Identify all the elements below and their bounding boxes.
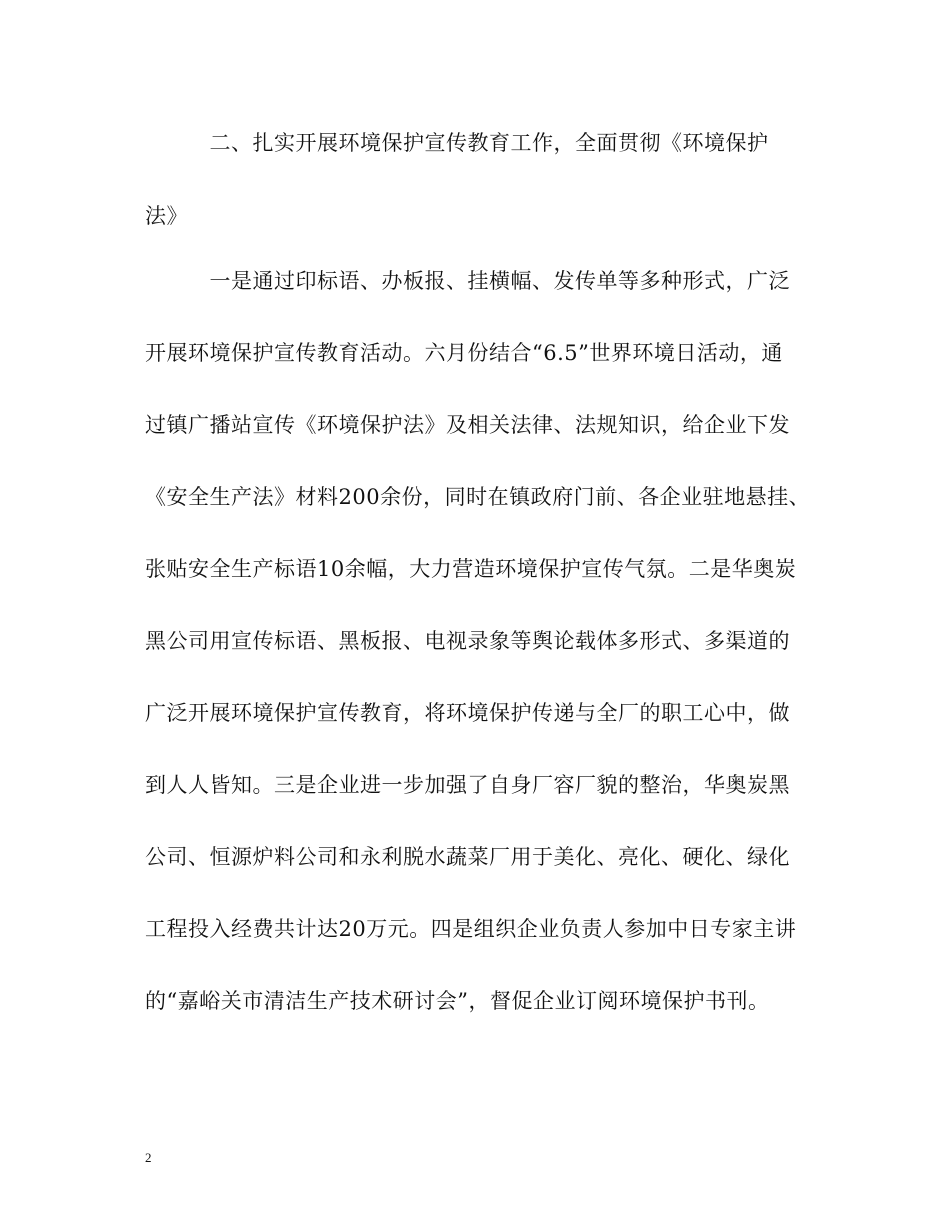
paragraph-line: 广泛开展环境保护宣传教育，将环境保护传递与全厂的职工心中，做 (145, 701, 790, 725)
paragraph-line: 张贴安全生产标语10余幅，大力营造环境保护宣传气氛。二是华奥炭 (145, 557, 797, 581)
paragraph-line: 开展环境保护宣传教育活动。六月份结合“6.5”世界环境日活动，通 (145, 341, 783, 365)
paragraph-line: 黑公司用宣传标语、黑板报、电视录象等舆论载体多形式、多渠道的 (145, 629, 790, 653)
paragraph-line: 到人人皆知。三是企业进一步加强了自身厂容厂貌的整治，华奥炭黑 (145, 773, 790, 797)
section-heading-line-1: 二、扎实开展环境保护宣传教育工作，全面贯彻《环境保护 (145, 131, 769, 155)
paragraph-line: 工程投入经费共计达20万元。四是组织企业负责人参加中日专家主讲 (145, 917, 797, 941)
page-number: 2 (145, 1150, 152, 1165)
paragraph-line: 的“嘉峪关市清洁生产技术研讨会”，督促企业订阅环境保护书刊。 (145, 989, 770, 1013)
paragraph-line: 《安全生产法》材料200余份，同时在镇政府门前、各企业驻地悬挂、 (145, 485, 811, 509)
paragraph-line: 一是通过印标语、办板报、挂横幅、发传单等多种形式，广泛 (145, 269, 790, 293)
paragraph-line: 公司、恒源炉料公司和永利脱水蔬菜厂用于美化、亮化、硬化、绿化 (145, 845, 790, 869)
paragraph-line: 过镇广播站宣传《环境保护法》及相关法律、法规知识，给企业下发 (145, 413, 790, 437)
section-heading-line-2: 法》 (145, 204, 188, 228)
